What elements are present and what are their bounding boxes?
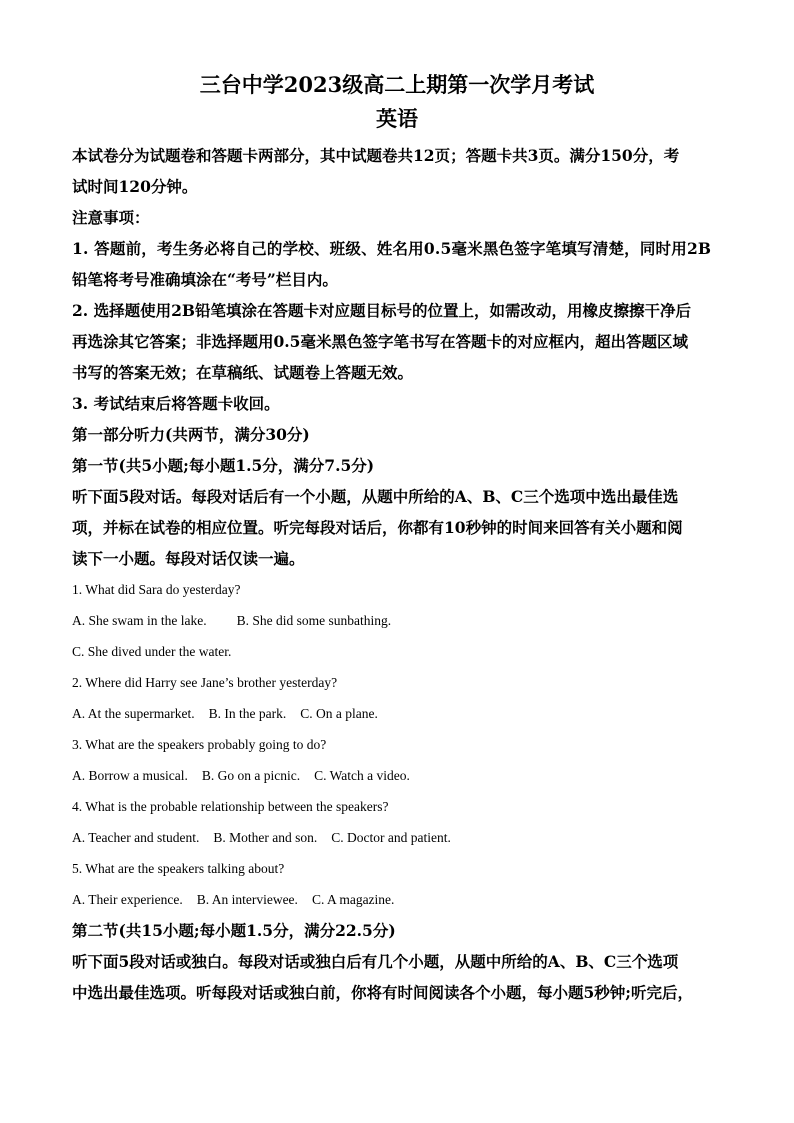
option-c: C. A magazine.: [311, 892, 395, 907]
option-a: A. At the supermarket.: [72, 706, 195, 721]
section1-instruction: 听下面5段对话。每段对话后有一个小题，从题中所给的A、B、C三个选项中选出最佳选: [72, 487, 679, 506]
section1-heading: 第一节(共5小题;每小题1.5分，满分7.5分): [72, 456, 375, 475]
option-b: B. Mother and son.: [213, 830, 318, 845]
question-options: [72, 884, 722, 915]
option-c: C. Watch a video.: [314, 768, 410, 783]
option-b: B. In the park.: [208, 706, 287, 721]
option-c: C. On a plane.: [300, 706, 378, 721]
question-options: [72, 698, 722, 729]
notice-item-1: 1. 答题前，考生务必将自己的学校、班级、姓名用0.5毫米黑色签字笔填写清楚，同时用2B: [72, 239, 712, 258]
intro-line: 试时间120分钟。: [72, 177, 198, 196]
notice-item-2-cont: 书写的答案无效；在草稿纸、试题卷上答题无效。: [72, 363, 414, 382]
option-c: C. Doctor and patient.: [331, 830, 451, 845]
notice-item-3: 3. 考试结束后将答题卡收回。: [72, 394, 280, 413]
option-c: C. She dived under the water.: [72, 644, 232, 659]
intro-line: 本试卷分为试题卷和答题卡两部分，其中试题卷共12页；答题卡共3页。满分150分，考: [72, 146, 680, 165]
option-a: A. Teacher and student.: [72, 830, 200, 845]
section2-instruction: 中选出最佳选项。听每段对话或独白前，你将有时间阅读各个小题，每小题5秒钟;听完后，: [72, 983, 694, 1002]
question-stem: 5. What are the speakers talking about?: [72, 861, 285, 876]
question-options: [72, 636, 722, 667]
notice-item-2: 2. 选择题使用2B铅笔填涂在答题卡对应题目标号的位置上，如需改动，用橡皮擦擦干净后: [72, 301, 691, 320]
notice-item-2-cont: 再选涂其它答案；非选择题用0.5毫米黑色签字笔书写在答题卡的对应框内，超出答题区域: [72, 332, 688, 351]
question-stem: 3. What are the speakers probably going to do?: [72, 737, 327, 752]
question-stem: 4. What is the probable relationship between the speakers?: [72, 799, 389, 814]
section1-instruction: 项，并标在试卷的相应位置。听完每段对话后，你都有10秒钟的时间来回答有关小题和阅: [72, 518, 683, 537]
question-options: [72, 605, 722, 636]
question-options: [72, 822, 722, 853]
option-a: A. Borrow a musical.: [72, 768, 188, 783]
notice-heading: 注意事项：: [72, 208, 150, 227]
question-stem: 1. What did Sara do yesterday?: [72, 582, 241, 597]
section2-heading: 第二节(共15小题;每小题1.5分，满分22.5分): [72, 921, 396, 940]
option-b: B. Go on a picnic.: [201, 768, 301, 783]
question-stem: 2. Where did Harry see Jane’s brother yesterday?: [72, 675, 338, 690]
option-b: B. An interviewee.: [196, 892, 298, 907]
option-a: A. Their experience.: [72, 892, 183, 907]
exam-title: 三台中学2023级高二上期第一次学月考试: [199, 72, 595, 97]
option-b: B. She did some sunbathing.: [236, 613, 392, 628]
notice-item-1-cont: 铅笔将考号准确填涂在“考号”栏目内。: [72, 270, 338, 289]
option-a: A. She swam in the lake.: [72, 613, 207, 628]
section2-instruction: 听下面5段对话或独白。每段对话或独白后有几个小题，从题中所给的A、B、C三个选项: [72, 952, 679, 971]
section1-instruction: 读下一小题。每段对话仅读一遍。: [72, 549, 305, 568]
part1-heading: 第一部分听力(共两节，满分30分): [72, 425, 310, 444]
question-options: [72, 760, 722, 791]
exam-subject: 英语: [376, 106, 418, 131]
